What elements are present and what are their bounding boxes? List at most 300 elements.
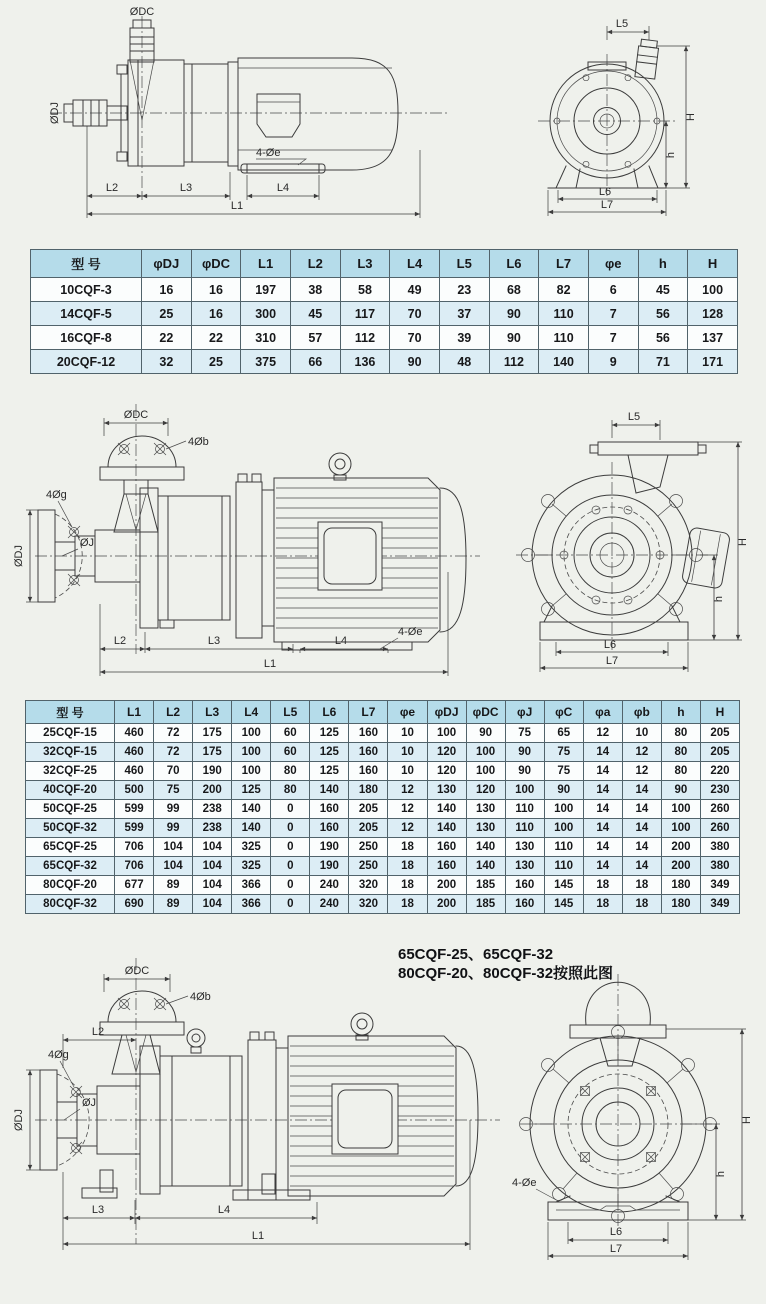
table-cell: 366 bbox=[232, 895, 271, 914]
table-cell: 500 bbox=[115, 781, 154, 800]
table-cell: 160 bbox=[310, 819, 349, 838]
table-cell: 145 bbox=[544, 895, 583, 914]
table-cell: 75 bbox=[544, 762, 583, 781]
column-header: h bbox=[638, 250, 688, 278]
table-cell: 205 bbox=[700, 743, 739, 762]
table-cell: 100 bbox=[232, 724, 271, 743]
table-cell: 125 bbox=[310, 762, 349, 781]
table-cell: 130 bbox=[505, 857, 544, 876]
table-cell: 100 bbox=[688, 278, 738, 302]
column-header: 型 号 bbox=[26, 701, 115, 724]
column-header: L4 bbox=[390, 250, 440, 278]
table-cell: 349 bbox=[700, 876, 739, 895]
dim-label-phi-dc: ØDC bbox=[129, 6, 155, 18]
table-cell: 25 bbox=[191, 350, 241, 374]
dim-label-l7: L7 bbox=[605, 655, 619, 667]
table-cell: 599 bbox=[115, 819, 154, 838]
table-cell: 7 bbox=[588, 302, 638, 326]
table-cell: 0 bbox=[271, 819, 310, 838]
table-cell: 12 bbox=[388, 819, 427, 838]
table-cell: 16 bbox=[191, 302, 241, 326]
table-cell: 190 bbox=[193, 762, 232, 781]
column-header: φa bbox=[583, 701, 622, 724]
drawing-small-pump bbox=[0, 0, 766, 246]
table-cell: 22 bbox=[191, 326, 241, 350]
table-cell: 16CQF-8 bbox=[31, 326, 142, 350]
table-cell: 66 bbox=[290, 350, 340, 374]
large-pump-end-view bbox=[512, 974, 753, 1260]
table-cell: 75 bbox=[544, 743, 583, 762]
table-cell: 99 bbox=[154, 819, 193, 838]
medium-pump-end-view bbox=[516, 411, 749, 672]
table-cell: 18 bbox=[583, 895, 622, 914]
dimensions-table-large-models bbox=[25, 700, 740, 914]
column-header: L5 bbox=[439, 250, 489, 278]
table-cell: 14 bbox=[622, 800, 661, 819]
table-cell: 185 bbox=[466, 895, 505, 914]
table-cell: 45 bbox=[290, 302, 340, 326]
table-cell: 50CQF-32 bbox=[26, 819, 115, 838]
table-cell: 260 bbox=[700, 819, 739, 838]
column-header: L6 bbox=[310, 701, 349, 724]
table-cell: 45 bbox=[638, 278, 688, 302]
table-cell: 110 bbox=[544, 857, 583, 876]
table-cell: 18 bbox=[388, 876, 427, 895]
table-cell: 160 bbox=[349, 743, 388, 762]
column-header: φe bbox=[388, 701, 427, 724]
dim-label-l6: L6 bbox=[598, 186, 612, 198]
table-row bbox=[31, 278, 738, 302]
column-header: L4 bbox=[232, 701, 271, 724]
table-cell: 14 bbox=[622, 838, 661, 857]
table-cell: 70 bbox=[390, 302, 440, 326]
table-cell: 140 bbox=[310, 781, 349, 800]
table-cell: 136 bbox=[340, 350, 390, 374]
table-cell: 250 bbox=[349, 857, 388, 876]
table-cell: 140 bbox=[539, 350, 589, 374]
table-cell: 100 bbox=[661, 800, 700, 819]
table-cell: 70 bbox=[390, 326, 440, 350]
table-cell: 200 bbox=[427, 895, 466, 914]
table-cell: 599 bbox=[115, 800, 154, 819]
table-cell: 90 bbox=[661, 781, 700, 800]
table-cell: 90 bbox=[466, 724, 505, 743]
table-cell: 65 bbox=[544, 724, 583, 743]
dim-label-holes-g: 4Øg bbox=[48, 1049, 69, 1061]
table-cell: 32CQF-15 bbox=[26, 743, 115, 762]
table-cell: 75 bbox=[505, 724, 544, 743]
table-cell: 320 bbox=[349, 895, 388, 914]
column-header: L1 bbox=[115, 701, 154, 724]
table-cell: 104 bbox=[193, 895, 232, 914]
dim-label-holes-g: 4Øg bbox=[46, 489, 67, 501]
table-cell: 250 bbox=[349, 838, 388, 857]
applicability-note-line2: 80CQF-20、80CQF-32按照此图 bbox=[398, 964, 614, 982]
column-header: φDJ bbox=[142, 250, 192, 278]
table-cell: 140 bbox=[466, 838, 505, 857]
table-cell: 18 bbox=[583, 876, 622, 895]
dim-label-l1: L1 bbox=[230, 200, 244, 212]
table-row bbox=[26, 743, 740, 762]
table-cell: 14 bbox=[583, 743, 622, 762]
table-cell: 160 bbox=[505, 895, 544, 914]
table-cell: 56 bbox=[638, 326, 688, 350]
table-cell: 82 bbox=[539, 278, 589, 302]
table-cell: 325 bbox=[232, 838, 271, 857]
table-row bbox=[31, 326, 738, 350]
column-header: φDC bbox=[191, 250, 241, 278]
table-cell: 205 bbox=[349, 819, 388, 838]
dim-label-holes-e: 4-Øe bbox=[512, 1177, 537, 1189]
table-cell: 100 bbox=[466, 743, 505, 762]
table-cell: 120 bbox=[427, 743, 466, 762]
table-cell: 0 bbox=[271, 838, 310, 857]
table-cell: 110 bbox=[505, 819, 544, 838]
table-cell: 37 bbox=[439, 302, 489, 326]
table-cell: 110 bbox=[539, 302, 589, 326]
table-cell: 104 bbox=[154, 838, 193, 857]
table-cell: 89 bbox=[154, 895, 193, 914]
table-cell: 200 bbox=[427, 876, 466, 895]
table-cell: 460 bbox=[115, 762, 154, 781]
dimensions-table-small-models bbox=[30, 249, 738, 374]
table-cell: 100 bbox=[232, 743, 271, 762]
table-cell: 238 bbox=[193, 800, 232, 819]
table-cell: 14 bbox=[583, 857, 622, 876]
table-cell: 125 bbox=[310, 724, 349, 743]
table-cell: 104 bbox=[193, 857, 232, 876]
table-cell: 9 bbox=[588, 350, 638, 374]
table-cell: 140 bbox=[232, 800, 271, 819]
table-cell: 140 bbox=[466, 857, 505, 876]
table-cell: 230 bbox=[700, 781, 739, 800]
table-cell: 375 bbox=[241, 350, 291, 374]
table-row bbox=[26, 895, 740, 914]
table-cell: 160 bbox=[349, 762, 388, 781]
applicability-note-line1: 65CQF-25、65CQF-32 bbox=[398, 946, 554, 963]
table-cell: 110 bbox=[539, 326, 589, 350]
small-pump-side-view bbox=[49, 6, 450, 218]
table-row bbox=[26, 781, 740, 800]
dim-label-l5: L5 bbox=[615, 18, 629, 30]
table-cell: 460 bbox=[115, 724, 154, 743]
table-cell: 238 bbox=[193, 819, 232, 838]
table-cell: 104 bbox=[193, 876, 232, 895]
column-header: L2 bbox=[154, 701, 193, 724]
column-header: h bbox=[661, 701, 700, 724]
table-cell: 12 bbox=[388, 800, 427, 819]
drawing-large-pump bbox=[0, 944, 766, 1304]
table-cell: 677 bbox=[115, 876, 154, 895]
table-cell: 175 bbox=[193, 743, 232, 762]
dim-label-phi-j: ØJ bbox=[80, 537, 95, 549]
table-cell: 137 bbox=[688, 326, 738, 350]
table-cell: 57 bbox=[290, 326, 340, 350]
table-cell: 50CQF-25 bbox=[26, 800, 115, 819]
dim-label-phi-dj: ØDJ bbox=[13, 545, 25, 567]
table-cell: 80CQF-32 bbox=[26, 895, 115, 914]
table-cell: 117 bbox=[340, 302, 390, 326]
table-cell: 160 bbox=[427, 838, 466, 857]
dim-label-l3: L3 bbox=[91, 1204, 105, 1216]
dim-label-holes-b: 4Øb bbox=[188, 436, 209, 448]
table-cell: 200 bbox=[661, 857, 700, 876]
table-cell: 100 bbox=[232, 762, 271, 781]
table-cell: 7 bbox=[588, 326, 638, 350]
table-cell: 205 bbox=[700, 724, 739, 743]
table-cell: 175 bbox=[193, 724, 232, 743]
table-cell: 65CQF-32 bbox=[26, 857, 115, 876]
table-cell: 20CQF-12 bbox=[31, 350, 142, 374]
table-row bbox=[26, 800, 740, 819]
table-cell: 100 bbox=[427, 724, 466, 743]
column-header: φb bbox=[622, 701, 661, 724]
dim-label-phi-dj: ØDJ bbox=[49, 102, 61, 124]
table-cell: 18 bbox=[388, 895, 427, 914]
dim-label-l3: L3 bbox=[207, 635, 221, 647]
table-cell: 706 bbox=[115, 838, 154, 857]
table-cell: 48 bbox=[439, 350, 489, 374]
table-cell: 180 bbox=[661, 876, 700, 895]
table-cell: 16 bbox=[191, 278, 241, 302]
table-cell: 130 bbox=[466, 819, 505, 838]
table-row bbox=[26, 876, 740, 895]
table-cell: 125 bbox=[232, 781, 271, 800]
table-cell: 100 bbox=[466, 762, 505, 781]
table-cell: 140 bbox=[427, 800, 466, 819]
dim-label-h: h bbox=[665, 151, 677, 159]
column-header: 型 号 bbox=[31, 250, 142, 278]
table-cell: 18 bbox=[622, 895, 661, 914]
dim-label-H: H bbox=[685, 113, 697, 121]
table-cell: 72 bbox=[154, 743, 193, 762]
table-cell: 349 bbox=[700, 895, 739, 914]
table-cell: 300 bbox=[241, 302, 291, 326]
table-cell: 90 bbox=[489, 326, 539, 350]
table-cell: 49 bbox=[390, 278, 440, 302]
table-cell: 25CQF-15 bbox=[26, 724, 115, 743]
large-pump-side-view bbox=[13, 958, 500, 1250]
table-cell: 145 bbox=[544, 876, 583, 895]
table-cell: 90 bbox=[489, 302, 539, 326]
table-cell: 70 bbox=[154, 762, 193, 781]
table-cell: 260 bbox=[700, 800, 739, 819]
table-cell: 12 bbox=[622, 762, 661, 781]
table-cell: 99 bbox=[154, 800, 193, 819]
dim-label-l5: L5 bbox=[627, 411, 641, 423]
table-cell: 240 bbox=[310, 895, 349, 914]
dim-label-H: H bbox=[741, 1116, 753, 1124]
table-cell: 38 bbox=[290, 278, 340, 302]
dim-label-h: h bbox=[713, 595, 725, 603]
dim-label-phi-dj: ØDJ bbox=[13, 1109, 25, 1131]
table-cell: 320 bbox=[349, 876, 388, 895]
column-header: φC bbox=[544, 701, 583, 724]
table-cell: 80 bbox=[271, 781, 310, 800]
table-cell: 14 bbox=[622, 781, 661, 800]
table-cell: 160 bbox=[349, 724, 388, 743]
table-cell: 128 bbox=[688, 302, 738, 326]
table-cell: 100 bbox=[544, 819, 583, 838]
dim-label-holes-b: 4Øb bbox=[190, 991, 211, 1003]
table-cell: 14 bbox=[583, 819, 622, 838]
table-cell: 185 bbox=[466, 876, 505, 895]
table-cell: 130 bbox=[427, 781, 466, 800]
table-cell: 200 bbox=[661, 838, 700, 857]
column-header: φe bbox=[588, 250, 638, 278]
column-header: H bbox=[700, 701, 739, 724]
table-cell: 71 bbox=[638, 350, 688, 374]
table-cell: 14CQF-5 bbox=[31, 302, 142, 326]
table-row bbox=[26, 724, 740, 743]
table-cell: 104 bbox=[154, 857, 193, 876]
table-cell: 75 bbox=[154, 781, 193, 800]
table-cell: 140 bbox=[232, 819, 271, 838]
table-cell: 14 bbox=[583, 800, 622, 819]
dim-label-phi-dc: ØDC bbox=[123, 409, 149, 421]
table-cell: 190 bbox=[310, 857, 349, 876]
table-cell: 205 bbox=[349, 800, 388, 819]
table-cell: 112 bbox=[340, 326, 390, 350]
table-cell: 10 bbox=[622, 724, 661, 743]
table-cell: 16 bbox=[142, 278, 192, 302]
dim-label-l7: L7 bbox=[609, 1243, 623, 1255]
table-cell: 18 bbox=[388, 838, 427, 857]
dim-label-l2: L2 bbox=[113, 635, 127, 647]
table-cell: 39 bbox=[439, 326, 489, 350]
table-cell: 14 bbox=[583, 838, 622, 857]
table-cell: 18 bbox=[622, 876, 661, 895]
small-pump-end-view bbox=[538, 18, 697, 216]
table-cell: 140 bbox=[427, 819, 466, 838]
table-cell: 110 bbox=[505, 800, 544, 819]
table-cell: 80 bbox=[661, 724, 700, 743]
table-cell: 0 bbox=[271, 876, 310, 895]
table-cell: 112 bbox=[489, 350, 539, 374]
table-cell: 89 bbox=[154, 876, 193, 895]
table-cell: 120 bbox=[427, 762, 466, 781]
table-cell: 0 bbox=[271, 857, 310, 876]
table-cell: 18 bbox=[388, 857, 427, 876]
table-cell: 10 bbox=[388, 762, 427, 781]
table-cell: 60 bbox=[271, 743, 310, 762]
table-cell: 706 bbox=[115, 857, 154, 876]
dim-label-l2: L2 bbox=[91, 1026, 105, 1038]
table-cell: 90 bbox=[544, 781, 583, 800]
dim-label-l3: L3 bbox=[179, 182, 193, 194]
dim-label-l1: L1 bbox=[263, 658, 277, 670]
column-header: L7 bbox=[539, 250, 589, 278]
dim-label-l2: L2 bbox=[105, 182, 119, 194]
column-header: L6 bbox=[489, 250, 539, 278]
table-cell: 72 bbox=[154, 724, 193, 743]
dim-label-phi-dc: ØDC bbox=[124, 965, 150, 977]
table-cell: 171 bbox=[688, 350, 738, 374]
table-cell: 14 bbox=[622, 819, 661, 838]
table-cell: 14 bbox=[583, 781, 622, 800]
table-row bbox=[26, 819, 740, 838]
table-cell: 160 bbox=[310, 800, 349, 819]
table-cell: 160 bbox=[505, 876, 544, 895]
table-cell: 23 bbox=[439, 278, 489, 302]
table-cell: 197 bbox=[241, 278, 291, 302]
table-row bbox=[26, 762, 740, 781]
table-cell: 110 bbox=[544, 838, 583, 857]
table-cell: 58 bbox=[340, 278, 390, 302]
table-cell: 325 bbox=[232, 857, 271, 876]
table-cell: 380 bbox=[700, 838, 739, 857]
table-cell: 310 bbox=[241, 326, 291, 350]
dim-label-l6: L6 bbox=[609, 1226, 623, 1238]
table-cell: 6 bbox=[588, 278, 638, 302]
dim-label-H: H bbox=[737, 538, 749, 546]
table-cell: 80 bbox=[271, 762, 310, 781]
table-cell: 180 bbox=[661, 895, 700, 914]
table-cell: 12 bbox=[583, 724, 622, 743]
dim-label-h: h bbox=[715, 1170, 727, 1178]
table-cell: 104 bbox=[193, 838, 232, 857]
table-row bbox=[26, 838, 740, 857]
table-cell: 56 bbox=[638, 302, 688, 326]
table-cell: 32CQF-25 bbox=[26, 762, 115, 781]
table-cell: 366 bbox=[232, 876, 271, 895]
table-cell: 460 bbox=[115, 743, 154, 762]
table-cell: 100 bbox=[544, 800, 583, 819]
dim-label-l4: L4 bbox=[217, 1204, 231, 1216]
table-cell: 80 bbox=[661, 743, 700, 762]
drawing-medium-pump bbox=[0, 392, 766, 690]
column-header: H bbox=[688, 250, 738, 278]
table-cell: 60 bbox=[271, 724, 310, 743]
table-cell: 125 bbox=[310, 743, 349, 762]
table-cell: 90 bbox=[390, 350, 440, 374]
table-cell: 80 bbox=[661, 762, 700, 781]
table-cell: 130 bbox=[466, 800, 505, 819]
table-cell: 380 bbox=[700, 857, 739, 876]
table-row bbox=[31, 350, 738, 374]
table-cell: 10CQF-3 bbox=[31, 278, 142, 302]
dim-label-l4: L4 bbox=[276, 182, 290, 194]
column-header: φDC bbox=[466, 701, 505, 724]
dim-label-holes-e: 4-Øe bbox=[398, 626, 423, 638]
table-cell: 130 bbox=[505, 838, 544, 857]
table-row bbox=[26, 857, 740, 876]
column-header: L3 bbox=[340, 250, 390, 278]
table-cell: 100 bbox=[505, 781, 544, 800]
table-cell: 40CQF-20 bbox=[26, 781, 115, 800]
dim-label-l4: L4 bbox=[334, 635, 348, 647]
table-cell: 25 bbox=[142, 302, 192, 326]
table-cell: 160 bbox=[427, 857, 466, 876]
medium-pump-side-view bbox=[13, 404, 480, 676]
table-cell: 100 bbox=[661, 819, 700, 838]
table-cell: 200 bbox=[193, 781, 232, 800]
table-cell: 12 bbox=[388, 781, 427, 800]
table-cell: 190 bbox=[310, 838, 349, 857]
table-cell: 180 bbox=[349, 781, 388, 800]
dim-label-l6: L6 bbox=[603, 639, 617, 651]
table-cell: 90 bbox=[505, 743, 544, 762]
table-cell: 32 bbox=[142, 350, 192, 374]
column-header: L2 bbox=[290, 250, 340, 278]
column-header: φDJ bbox=[427, 701, 466, 724]
applicability-note bbox=[398, 946, 613, 984]
table-row bbox=[31, 302, 738, 326]
dim-label-l7: L7 bbox=[600, 199, 614, 211]
table-cell: 690 bbox=[115, 895, 154, 914]
table-cell: 240 bbox=[310, 876, 349, 895]
table-cell: 68 bbox=[489, 278, 539, 302]
